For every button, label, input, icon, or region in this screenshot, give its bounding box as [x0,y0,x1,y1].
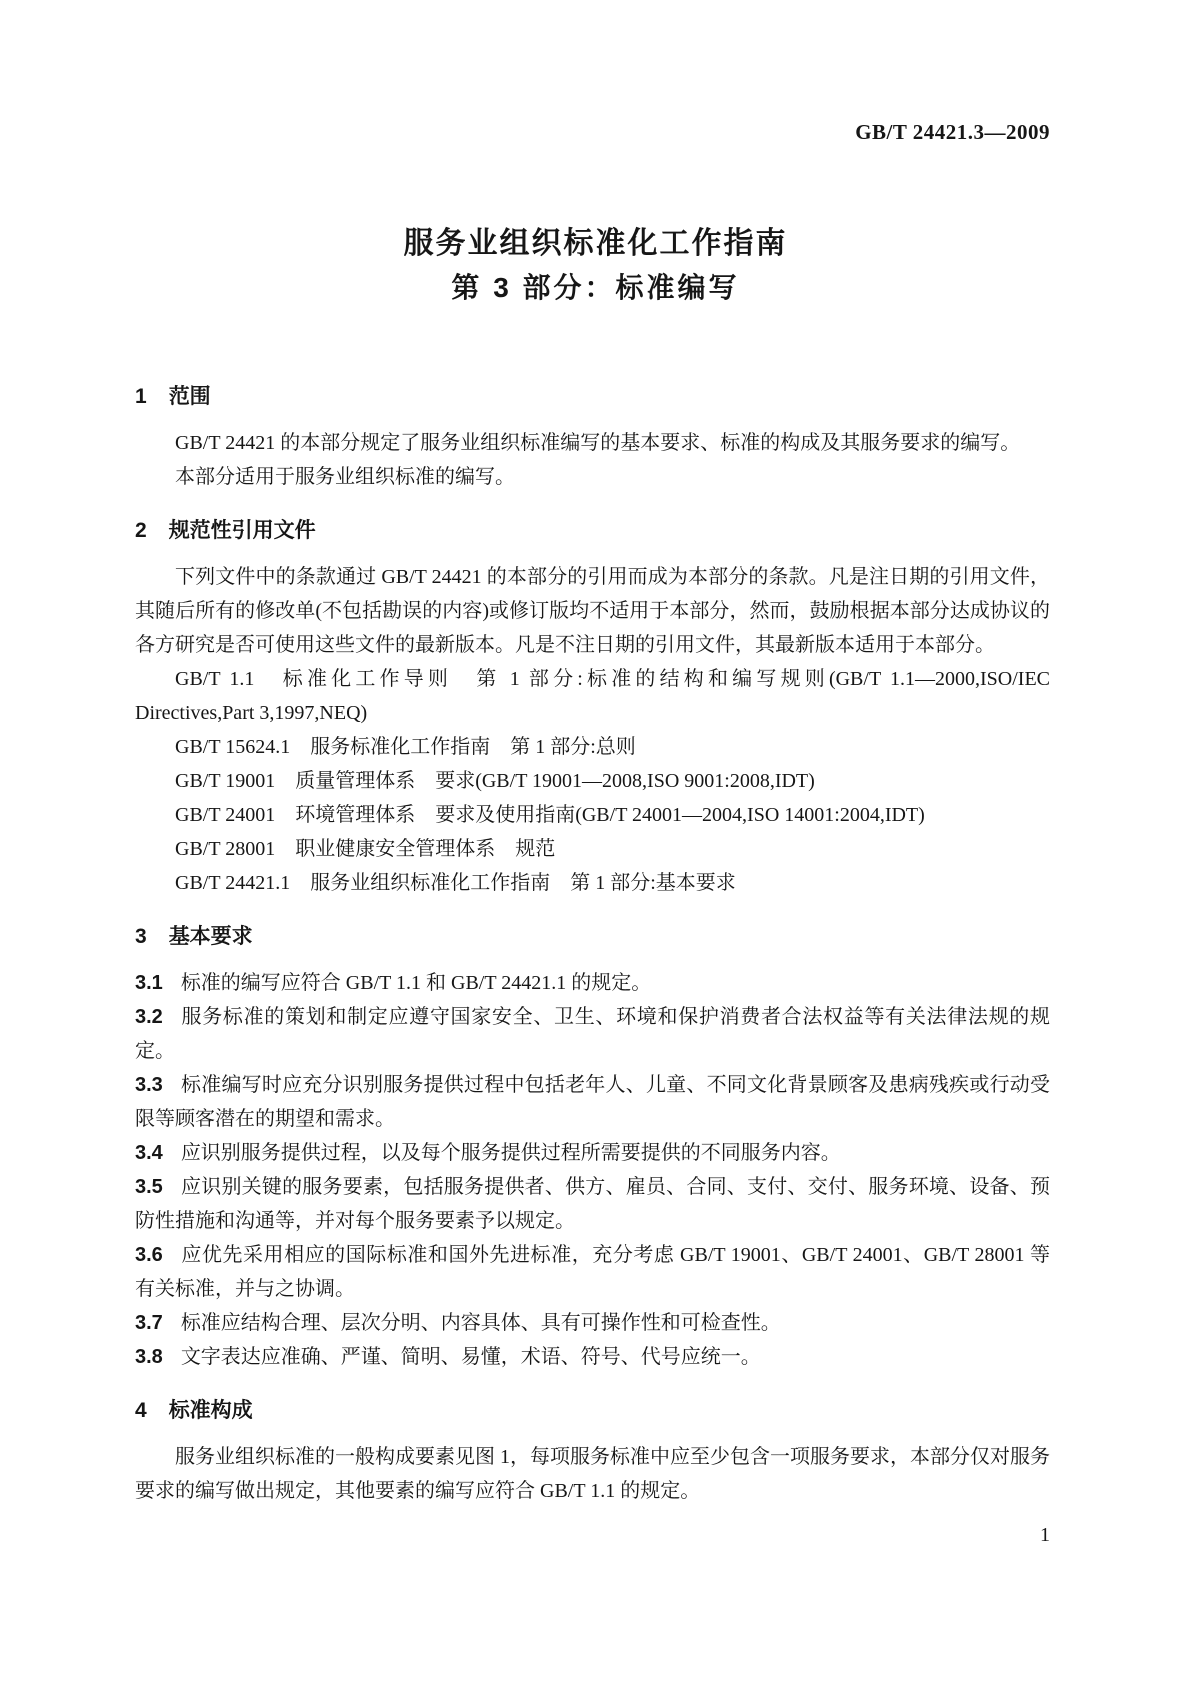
clause-text: 标准编写时应充分识别服务提供过程中包括老年人、儿童、不同文化背景顾客及患病残疾或行动受限等顾客潜在的期望和需求。 [135,1074,1050,1130]
clause-number: 3.7 [135,1312,163,1334]
section-title: 范围 [168,385,211,408]
document-body [135,380,1050,1508]
clause-number: 3.1 [135,972,163,994]
clause-text: 标准应结构合理、层次分明、内容具体、具有可操作性和可检查性。 [180,1312,781,1334]
section-title: 规范性引用文件 [168,519,316,542]
paragraph: 下列文件中的条款通过 GB/T 24421 的本部分的引用而成为本部分的条款。凡是注日期的引用文件，其随后所有的修改单(不包括勘误的内容)或修订版均不适用于本部分，然而，鼓励根据本部分达成协议的各方研究是否可使用这些文件的最新版本。凡是不注日期的引用文件，其最新版本适用于本部分。 [135,566,1050,656]
section-title: 基本要求 [168,925,253,948]
paragraph: GB/T 24421 的本部分规定了服务业组织标准编写的基本要求、标准的构成及其服务要求的编写。 [175,432,1021,454]
clause [135,1170,1050,1238]
paragraph: 服务业组织标准的一般构成要素见图 1，每项服务标准中应至少包含一项服务要求，本部分仅对服务要求的编写做出规定，其他要素的编写应符合 GB/T 1.1 的规定。 [135,1446,1050,1502]
standard-number: GB/T 24421.3—2009 [855,120,1050,144]
document-title-line2: 第 3 部分：标准编写 [451,272,740,303]
clause-text: 文字表达应准确、严谨、简明、易懂，术语、符号、代号应统一。 [180,1346,761,1368]
clause [135,1306,1050,1340]
reference-item: GB/T 24421.1 服务业组织标准化工作指南 第 1 部分:基本要求 [175,872,736,894]
section-title: 标准构成 [168,1399,253,1422]
section-heading-standard-composition [135,1394,1050,1428]
clause-number: 3.8 [135,1346,163,1368]
clause-number: 3.6 [135,1244,163,1266]
paragraph: 本部分适用于服务业组织标准的编写。 [175,466,515,488]
clause-text: 标准的编写应符合 GB/T 1.1 和 GB/T 24421.1 的规定。 [180,972,652,994]
clause-number: 3.5 [135,1176,163,1198]
document-title [0,222,1191,310]
clause-number: 3.3 [135,1074,163,1096]
document-title-line1: 服务业组织标准化工作指南 [403,227,788,260]
clause [135,1000,1050,1068]
section-number: 1 [135,385,147,408]
clause [135,966,1050,1000]
section-heading-scope [135,380,1050,414]
reference-item: GB/T 15624.1 服务标准化工作指南 第 1 部分:总则 [175,736,636,758]
clause [135,1340,1050,1374]
clause-text: 应识别关键的服务要素，包括服务提供者、供方、雇员、合同、支付、交付、服务环境、设备、预防性措施和沟通等，并对每个服务要素予以规定。 [135,1176,1050,1232]
section-number: 2 [135,519,147,542]
clause-text: 应优先采用相应的国际标准和国外先进标准，充分考虑 GB/T 19001、GB/T 24001、GB/T 28001 等有关标准，并与之协调。 [135,1244,1050,1300]
clause-number: 3.2 [135,1006,163,1028]
reference-item: GB/T 24001 环境管理体系 要求及使用指南(GB/T 24001—2004,ISO 14001:2004,IDT) [175,804,925,826]
clause [135,1068,1050,1136]
section-heading-basic-requirements [135,920,1050,954]
section-number: 4 [135,1399,147,1422]
clause-text: 服务标准的策划和制定应遵守国家安全、卫生、环境和保护消费者合法权益等有关法律法规的规定。 [135,1006,1050,1062]
section-heading-normative-references [135,514,1050,548]
clause [135,1238,1050,1306]
clause-text: 应识别服务提供过程，以及每个服务提供过程所需要提供的不同服务内容。 [180,1142,841,1164]
page-number: 1 [1040,1524,1050,1546]
section-number: 3 [135,925,147,948]
clause-number: 3.4 [135,1142,163,1164]
clause [135,1136,1050,1170]
reference-item: GB/T 1.1 标准化工作导则 第 1 部分:标准的结构和编写规则(GB/T 1.1—2000,ISO/IEC Directives,Part 3,1997,NEQ) [135,668,1050,724]
reference-item: GB/T 28001 职业健康安全管理体系 规范 [175,838,556,860]
reference-item: GB/T 19001 质量管理体系 要求(GB/T 19001—2008,ISO 9001:2008,IDT) [175,770,815,792]
